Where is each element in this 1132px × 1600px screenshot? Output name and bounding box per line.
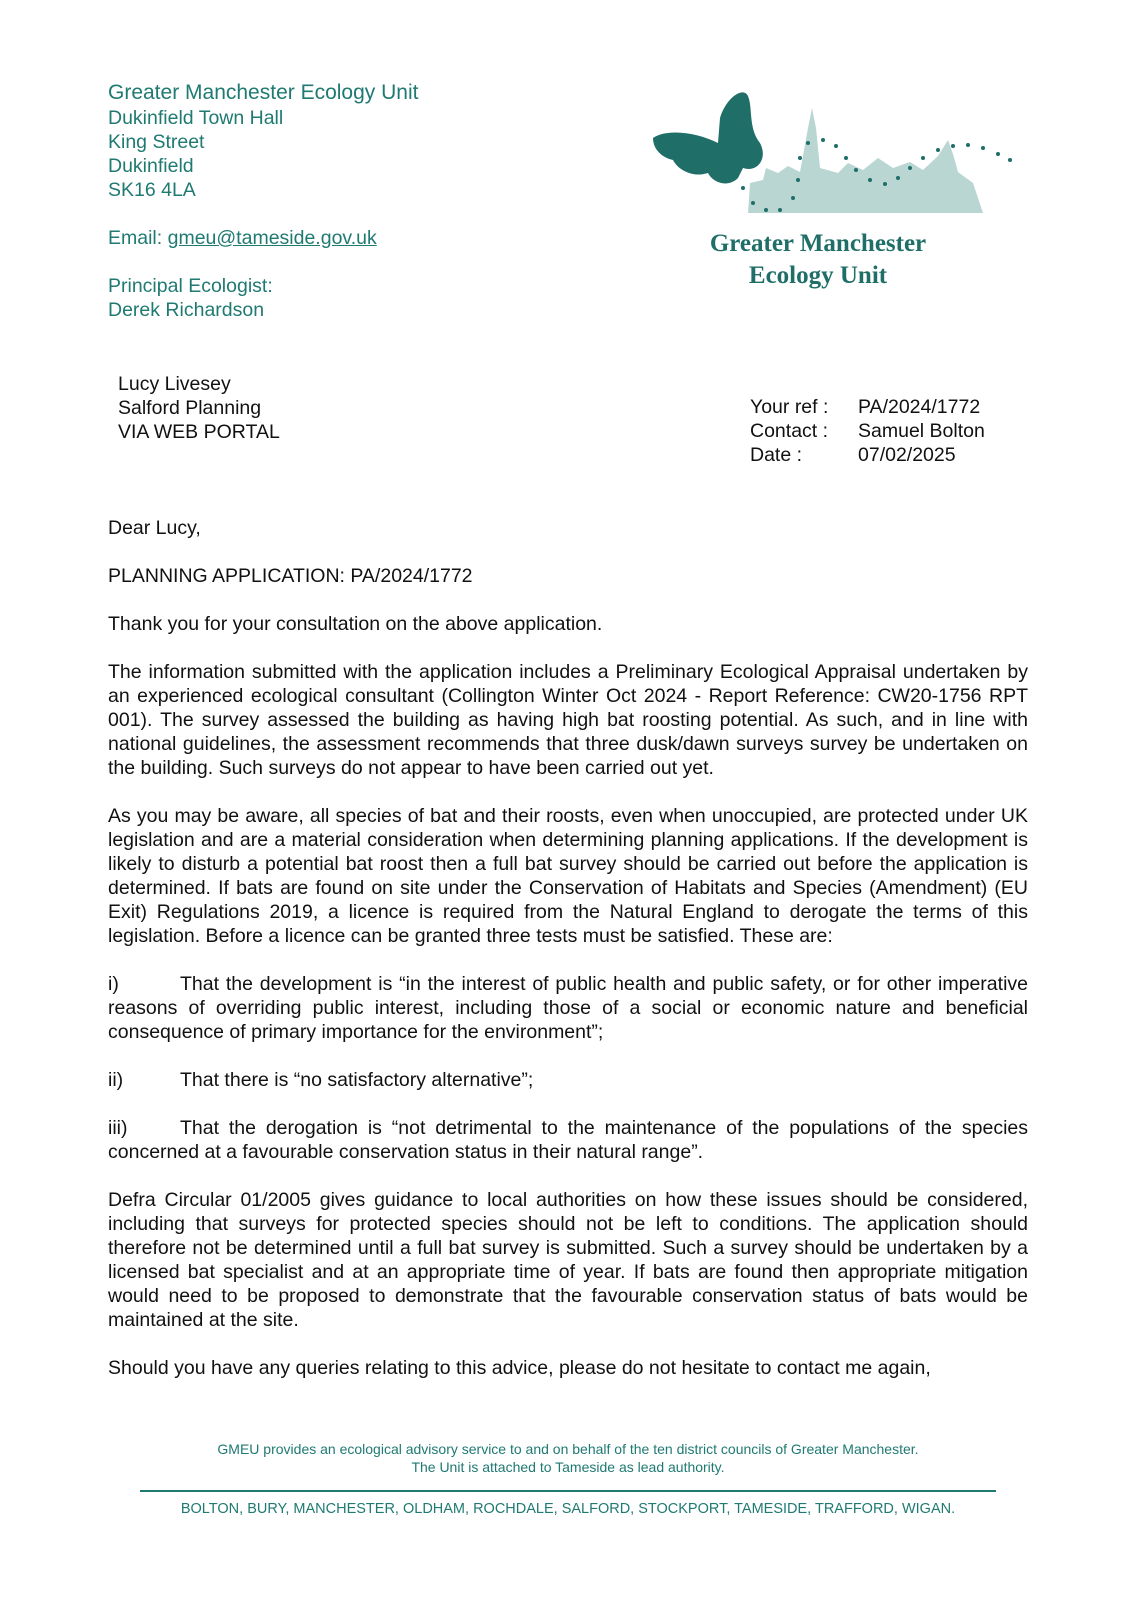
email-label: Email: (108, 227, 163, 249)
address-line: Dukinfield Town Hall (108, 107, 284, 129)
sender-role: Principal Ecologist: (108, 275, 273, 297)
footer-line: GMEU provides an ecological advisory service to and on behalf of the ten district councils of Greater Manchester. (217, 1441, 919, 1457)
paragraph: Defra Circular 01/2005 gives guidance to local authorities on how these issues should be considered, including that surveys for protected species should not be left to conditions. The application should therefore not be determined until a full bat survey is submitted. Such a survey should be undertaken by a licensed bat specialist and at an appropriate time of year. If bats are found then appropriate mitigation would need to be proposed to demonstrate that the favourable conservation status of bats would be maintained at the site. (108, 1189, 1028, 1331)
subject-line: PLANNING APPLICATION: PA/2024/1772 (108, 565, 473, 587)
recipient-line: Salford Planning (118, 397, 262, 419)
paragraph: Thank you for your consultation on the above application. (108, 613, 603, 635)
sender-block (108, 80, 418, 322)
butterfly-skyline-icon (648, 88, 1028, 228)
test-item: ii) That there is “no satisfactory alternative”; (108, 1069, 534, 1091)
contact-label: Contact : (750, 420, 829, 442)
reference-block (750, 395, 985, 467)
paragraph: As you may be aware, all species of bat and their roosts, even when unoccupied, are protected under UK legislation and are a material consideration when determining planning applications. If the development is likely to disturb a potential bat roost then a full bat survey should be carried out before the application is determined. If bats are found on site under the Conservation of Habitats and Species (Amendment) (EU Exit) Regulations 2019, a licence is required from the Natural England to derogate the terms of this legislation. Before a licence can be granted three tests must be satisfied. These are: (108, 805, 1028, 947)
paragraph: The information submitted with the application includes a Preliminary Ecological Appraisal undertaken by an experienced ecological consultant (Collington Winter Oct 2024 - Report Reference: CW20-1756 RPT 001). The survey assessed the building as having high bat roosting potential. As such, and in line with national guidelines, the assessment recommends that three dusk/dawn surveys survey be undertaken on the building. Such surveys do not appear to have been carried out yet. (108, 661, 1028, 779)
sender-name: Derek Richardson (108, 299, 265, 321)
recipient-line: Lucy Livesey (118, 373, 231, 395)
letter-body (108, 516, 1028, 1404)
date-label: Date : (750, 444, 803, 466)
paragraph: Should you have any queries relating to this advice, please do not hesitate to contact me again, (108, 1357, 931, 1379)
address-line: Dukinfield (108, 155, 194, 177)
email-link[interactable]: gmeu@tameside.gov.uk (167, 227, 377, 249)
footer (108, 1440, 1028, 1518)
footer-line: The Unit is attached to Tameside as lead authority. (411, 1459, 725, 1475)
contact-value: Samuel Bolton (858, 420, 985, 442)
email-row (108, 226, 418, 250)
gmeu-logo (648, 88, 1028, 300)
test-item: iii) That the derogation is “not detrimental to the maintenance of the populations of the species concerned at a favourable conservation status in their natural range”. (108, 1117, 1028, 1163)
sender-org: Greater Manchester Ecology Unit (108, 81, 419, 104)
footer-divider (140, 1490, 996, 1492)
footer-councils: BOLTON, BURY, MANCHESTER, OLDHAM, ROCHDALE, SALFORD, STOCKPORT, TAMESIDE, TRAFFORD, WIGAN. (180, 1501, 956, 1517)
date-value: 07/02/2025 (858, 444, 956, 466)
ref-value: PA/2024/1772 (858, 396, 981, 418)
recipient-block (118, 372, 280, 444)
recipient-line: VIA WEB PORTAL (118, 421, 280, 443)
test-item: i) That the development is “in the interest of public health and public safety, or for other imperative reasons of overriding public interest, including those of a social or economic nature and beneficial consequence of primary importance for the environment”; (108, 973, 1028, 1043)
salutation: Dear Lucy, (108, 517, 201, 539)
ref-label: Your ref : (750, 396, 829, 418)
address-line: SK16 4LA (108, 179, 196, 201)
address-line: King Street (108, 131, 205, 153)
logo-text: Greater Manchester Ecology Unit (709, 230, 927, 289)
